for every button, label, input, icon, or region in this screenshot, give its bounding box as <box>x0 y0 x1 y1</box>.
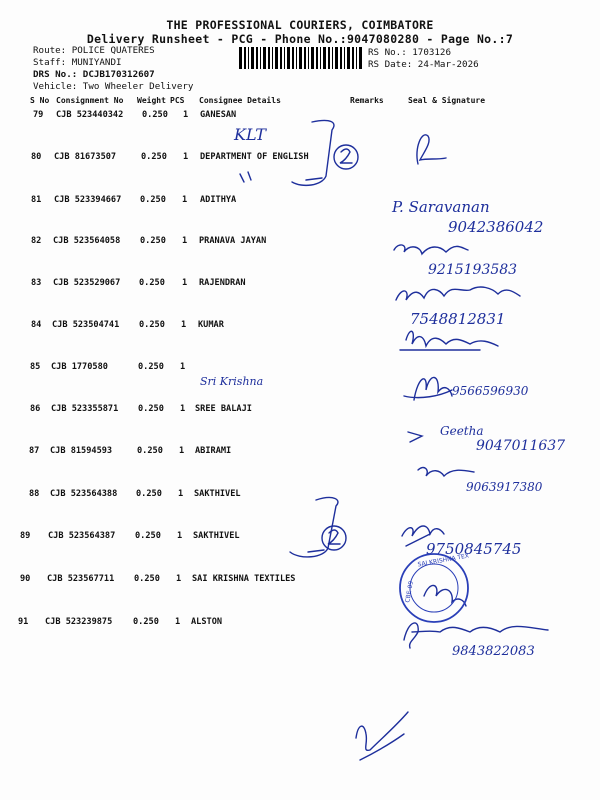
row-consignee: ADITHYA <box>200 195 237 205</box>
row-consignee: RAJENDRAN <box>199 278 246 288</box>
barcode-bar <box>299 47 302 69</box>
row-pcs: 1 <box>177 531 183 541</box>
handwritten-phone: 9047011637 <box>476 438 566 454</box>
barcode-bar <box>239 47 242 69</box>
barcode-bar <box>268 47 270 69</box>
barcode-bar <box>344 47 345 69</box>
row-consignment: CJB 523529067 <box>53 278 121 288</box>
barcode-bar <box>347 47 350 69</box>
row-consignment: CJB 523564058 <box>53 236 121 246</box>
row-consignment: CJB 1770580 <box>51 362 108 372</box>
row-pcs: 1 <box>182 278 188 288</box>
route-label: Route: POLICE QUATERES <box>33 45 155 56</box>
barcode-bar <box>244 47 246 69</box>
barcode-bar <box>308 47 309 69</box>
row-pcs: 1 <box>180 404 186 414</box>
barcode-bar <box>332 47 333 69</box>
row-pcs: 1 <box>182 236 188 246</box>
row-pcs: 1 <box>182 195 188 205</box>
row-pcs: 1 <box>178 489 184 499</box>
row-sno: 87 <box>29 446 40 456</box>
row-consignment: CJB 523564387 <box>48 531 116 541</box>
handwritten-phone: 9750845745 <box>426 540 522 558</box>
row-sno: 83 <box>31 278 42 288</box>
barcode-bar <box>287 47 290 69</box>
col-seal: Seal & Signature <box>408 96 486 105</box>
row-weight: 0.250 <box>141 152 167 162</box>
row-consignee: DEPARTMENT OF ENGLISH <box>200 152 309 162</box>
rs-date: RS Date: 24-Mar-2026 <box>368 59 479 70</box>
row-consignment: CJB 523355871 <box>51 404 119 414</box>
row-consignment: CJB 523440342 <box>56 110 124 120</box>
staff-label: Staff: MUNIYANDI <box>33 57 122 68</box>
row-weight: 0.250 <box>133 617 159 627</box>
stamp-seal <box>400 553 470 622</box>
handwritten-phone: 9843822083 <box>452 644 535 659</box>
row-pcs: 1 <box>176 574 182 584</box>
row-consignee: PRANAVA JAYAN <box>199 236 267 246</box>
barcode-bar <box>263 47 266 69</box>
barcode-bar <box>323 47 326 69</box>
row-consignment: CJB 523394667 <box>54 195 122 205</box>
row-pcs: 1 <box>175 617 181 627</box>
row-sno: 84 <box>31 320 42 330</box>
row-consignment: CJB 523564388 <box>50 489 118 499</box>
col-weight: Weight <box>137 96 166 105</box>
barcode-bar <box>340 47 342 69</box>
barcode-bar <box>304 47 306 69</box>
rs-number: RS No.: 1703126 <box>368 47 451 58</box>
barcode-bar <box>328 47 330 69</box>
col-consignment: Consignment No <box>56 96 124 105</box>
row-consignment: CJB 523239875 <box>45 617 113 627</box>
row-weight: 0.250 <box>139 278 165 288</box>
row-consignee: SAKTHIVEL <box>193 531 240 541</box>
handwritten-klt: KLT <box>234 125 266 144</box>
row-consignee: SREE BALAJI <box>195 404 252 414</box>
row-sno: 82 <box>31 236 42 246</box>
barcode-bar <box>275 47 278 69</box>
row-sno: 79 <box>33 110 44 120</box>
handwritten-phone: 7548812831 <box>410 310 506 328</box>
row-weight: 0.250 <box>134 574 160 584</box>
barcode-bar <box>316 47 318 69</box>
barcode-bar <box>260 47 261 69</box>
company-title: THE PROFESSIONAL COURIERS, COIMBATORE <box>166 18 434 32</box>
row-sno: 81 <box>31 195 42 205</box>
stamp-city: CBE-09 <box>404 580 415 604</box>
row-sno: 89 <box>20 531 31 541</box>
row-consignee: SAKTHIVEL <box>194 489 241 499</box>
barcode-bar <box>272 47 273 69</box>
handwritten-phone: 9215193583 <box>428 262 518 278</box>
row-weight: 0.250 <box>136 489 162 499</box>
row-consignee: GANESAN <box>200 110 237 120</box>
row-sno: 90 <box>20 574 31 584</box>
row-weight: 0.250 <box>139 320 165 330</box>
barcode-bar <box>248 47 249 69</box>
drs-number: DRS No.: DCJB170312607 <box>33 69 155 80</box>
handwritten-phone: 9063917380 <box>466 480 543 494</box>
row-sno: 88 <box>29 489 40 499</box>
row-consignee: SAI KRISHNA TEXTILES <box>192 574 296 584</box>
barcode-bar <box>256 47 258 69</box>
col-pcs: PCS <box>170 96 185 105</box>
row-consignee: KUMAR <box>198 320 224 330</box>
row-pcs: 1 <box>181 320 187 330</box>
barcode-bar <box>320 47 321 69</box>
col-remarks: Remarks <box>350 96 384 105</box>
handwritten-phone: 9042386042 <box>448 218 544 236</box>
row-weight: 0.250 <box>137 446 163 456</box>
row-pcs: 1 <box>180 362 186 372</box>
barcode-bar <box>284 47 285 69</box>
handwritten-note: Sri Krishna <box>200 375 264 388</box>
row-consignment: CJB 81594593 <box>50 446 113 456</box>
row-weight: 0.250 <box>138 404 164 414</box>
row-sno: 91 <box>18 617 29 627</box>
barcode-bar <box>311 47 314 69</box>
barcode-bar <box>296 47 297 69</box>
row-consignment: CJB 81673507 <box>54 152 117 162</box>
row-weight: 0.250 <box>135 531 161 541</box>
row-consignee: ABIRAMI <box>195 446 232 456</box>
barcode-bar <box>352 47 354 69</box>
row-sno: 85 <box>30 362 41 372</box>
vehicle-label: Vehicle: Two Wheeler Delivery <box>33 81 194 92</box>
barcode-bar <box>359 47 362 69</box>
barcode-bar <box>292 47 294 69</box>
row-pcs: 1 <box>179 446 185 456</box>
row-pcs: 1 <box>183 152 189 162</box>
barcode-bar <box>356 47 357 69</box>
row-sno: 80 <box>31 152 42 162</box>
col-sno: S No <box>30 96 50 105</box>
row-pcs: 1 <box>183 110 189 120</box>
row-sno: 86 <box>30 404 41 414</box>
barcode-bar <box>251 47 254 69</box>
runsheet-title: Delivery Runsheet - PCG - Phone No.:9047080280 - Page No.:7 <box>86 32 514 46</box>
row-weight: 0.250 <box>138 362 164 372</box>
barcode-bar <box>335 47 338 69</box>
handwritten-phone: 9566596930 <box>452 384 529 398</box>
row-weight: 0.250 <box>140 195 166 205</box>
row-consignment: CJB 523567711 <box>47 574 115 584</box>
handwritten-name: Geetha <box>440 424 484 438</box>
barcode <box>239 47 363 69</box>
row-consignment: CJB 523504741 <box>52 320 120 330</box>
row-consignee: ALSTON <box>191 617 223 627</box>
barcode-bar <box>280 47 282 69</box>
stamp-text: SAI KRISHNA TEX <box>417 552 470 569</box>
row-weight: 0.250 <box>142 110 168 120</box>
handwritten-saravanan: P. Saravanan <box>392 198 490 216</box>
row-weight: 0.250 <box>140 236 166 246</box>
col-consignee: Consignee Details <box>199 96 281 105</box>
